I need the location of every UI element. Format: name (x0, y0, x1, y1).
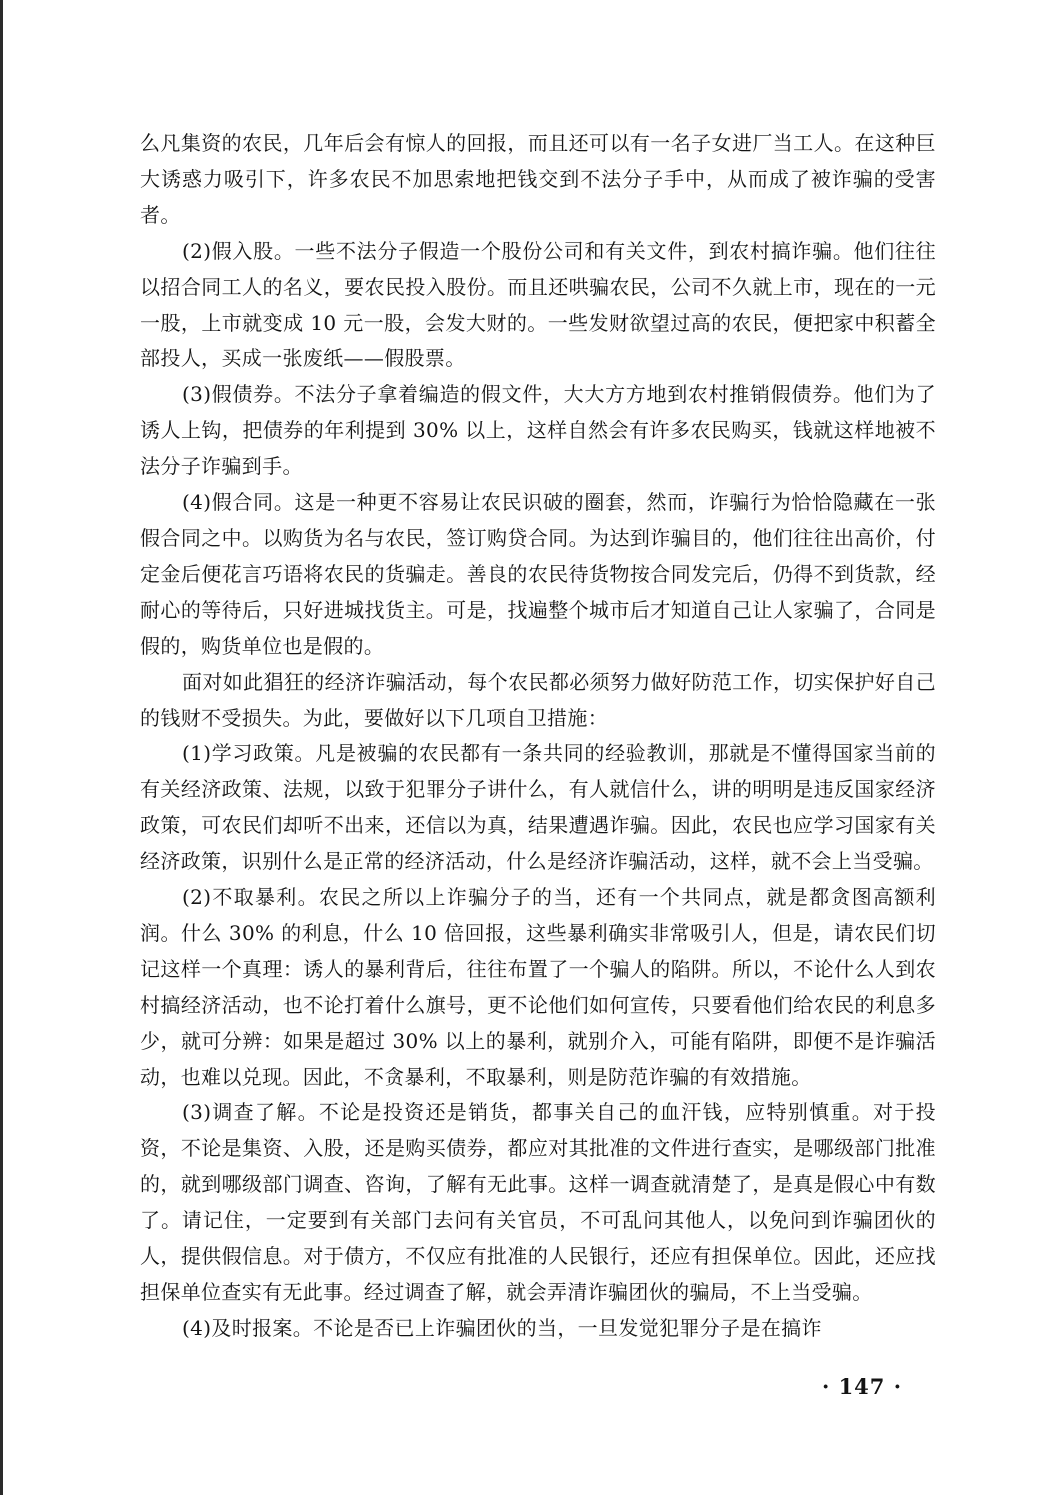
page-body-text (140, 126, 936, 1347)
paragraph-7: (2)不取暴利。农民之所以上诈骗分子的当，还有一个共同点，就是都贪图高额利润。什么 30% 的利息，什么 10 倍回报，这些暴利确实非常吸引人，但是，请农民们切记这样一个真理：诱人的暴利背后，往往布置了一个骗人的陷阱。所以，不论什么人到农村搞经济活动，也不论打着什么旗号，更不论他们如何宣传，只要看他们给农民的利息多少，就可分辨：如果是超过 30% 以上的暴利，就别介入，可能有陷阱，即便不是诈骗活动，也难以兑现。因此，不贪暴利，不取暴利，则是防范诈骗的有效措施。 (140, 885, 936, 1089)
paragraph-3: (3)假债券。不法分子拿着编造的假文件，大大方方地到农村推销假债券。他们为了诱人上钩，把债券的年利提到 30% 以上，这样自然会有许多农民购买，钱就这样地被不法分子诈骗到手。 (140, 382, 936, 479)
paragraph-6: (1)学习政策。凡是被骗的农民都有一条共同的经验教训，那就是不懂得国家当前的有关经济政策、法规，以致于犯罪分子讲什么，有人就信什么，讲的明明是违反国家经济政策，可农民们却听不出来，还信以为真，结果遭遇诈骗。因此，农民也应学习国家有关经济政策，识别什么是正常的经济活动，什么是经济诈骗活动，这样，就不会上当受骗。 (140, 741, 936, 874)
page-left-edge-shadow (0, 0, 3, 1495)
paragraph-8: (3)调查了解。不论是投资还是销货，都事关自己的血汗钱，应特别慎重。对于投资，不论是集资、入股，还是购买债券，都应对其批准的文件进行查实，是哪级部门批准的，就到哪级部门调查、咨询，了解有无此事。这样一调查就清楚了，是真是假心中有数了。请记住，一定要到有关部门去问有关官员，不可乱问其他人，以免问到诈骗团伙的人，提供假信息。对于债方，不仅应有批准的人民银行，还应有担保单位。因此，还应找担保单位查实有无此事。经过调查了解，就会弄清诈骗团伙的骗局，不上当受骗。 (140, 1100, 936, 1304)
paragraph-5: 面对如此猖狂的经济诈骗活动，每个农民都必须努力做好防范工作，切实保护好自己的钱财不受损失。为此，要做好以下几项自卫措施： (140, 669, 936, 730)
page-number: · 147 · (821, 1374, 903, 1399)
paragraph-9: (4)及时报案。不论是否已上诈骗团伙的当，一旦发觉犯罪分子是在搞诈 (182, 1315, 822, 1340)
paragraph-2: (2)假入股。一些不法分子假造一个股份公司和有关文件，到农村搞诈骗。他们往往以招合同工人的名义，要农民投入股份。而且还哄骗农民，公司不久就上市，现在的一元一股，上市就变成 10 元一股，会发大财的。一些发财欲望过高的农民，便把家中积蓄全部投人，买成一张废纸——假股票。 (140, 238, 936, 371)
paragraph-1: 么凡集资的农民，几年后会有惊人的回报，而且还可以有一名子女进厂当工人。在这种巨大诱惑力吸引下，许多农民不加思索地把钱交到不法分子手中，从而成了被诈骗的受害者。 (140, 131, 936, 227)
paragraph-4: (4)假合同。这是一种更不容易让农民识破的圈套，然而，诈骗行为恰恰隐藏在一张假合同之中。以购货为名与农民，签订购贷合同。为达到诈骗目的，他们往往出高价，付定金后便花言巧语将农民的货骗走。善良的农民待货物按合同发完后，仍得不到货款，经耐心的等待后，只好进城找货主。可是，找遍整个城市后才知道自己让人家骗了，合同是假的，购货单位也是假的。 (140, 490, 936, 658)
